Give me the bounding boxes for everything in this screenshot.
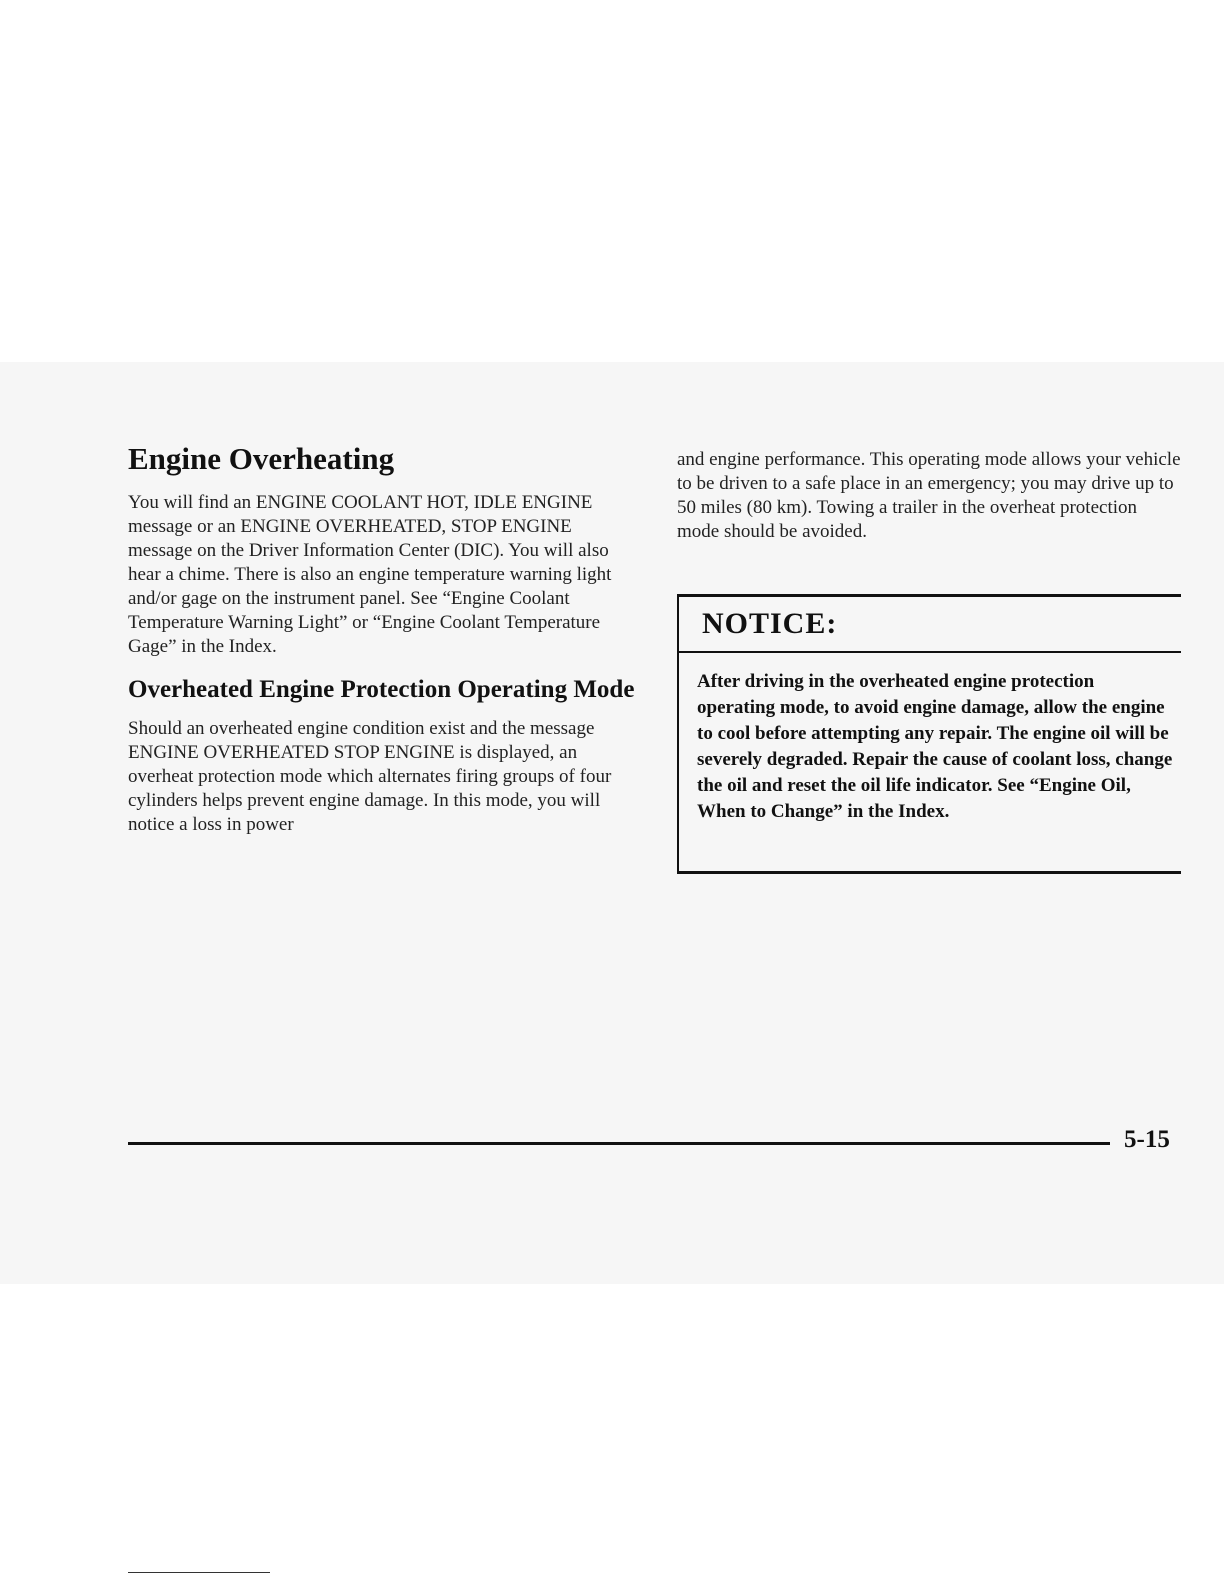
section-title: Engine Overheating xyxy=(128,441,395,476)
notice-body: After driving in the overheated engine protection operating mode, to avoid engine damage, allow the engine to cool before attempting any repair. The engine oil will be severely degraded. Repair the cause of coolant loss, change the oil and reset the oil life indicator. See “Engine Oil, When to Change” in the Index. xyxy=(697,671,1173,822)
protection-paragraph: Should an overheated engine condition exist and the message ENGINE OVERHEATED STOP ENGINE is displayed, an overheat protection mode which alternates firing groups of four cylinders helps prevent engine damage. In this mode, you will notice a loss in power xyxy=(128,717,612,835)
footer-rule xyxy=(128,1142,1110,1145)
notice-title: NOTICE: xyxy=(702,607,838,640)
notice-header xyxy=(679,597,1181,653)
subsection-title: Overheated Engine Protection Operating Mode xyxy=(128,676,635,704)
page-number: 5-15 xyxy=(1124,1126,1170,1153)
right-column xyxy=(677,448,1181,544)
bottom-divider xyxy=(128,1572,270,1573)
left-column xyxy=(128,440,640,837)
intro-paragraph: You will find an ENGINE COOLANT HOT, IDLE ENGINE message or an ENGINE OVERHEATED, STOP ENGINE message on the Driver Information Center (DIC). You will also hear a chime. There is also an engine temperature warning light and/or gage on the instrument panel. See “Engine Coolant Temperature Warning Light” or “Engine Coolant Temperature Gage” in the Index. xyxy=(128,492,612,658)
continued-paragraph: and engine performance. This operating mode allows your vehicle to be driven to a safe place in an emergency; you may drive up to 50 miles (80 km). Towing a trailer in the overheat protection mode should be avoided. xyxy=(677,449,1181,542)
notice-box xyxy=(677,594,1181,874)
